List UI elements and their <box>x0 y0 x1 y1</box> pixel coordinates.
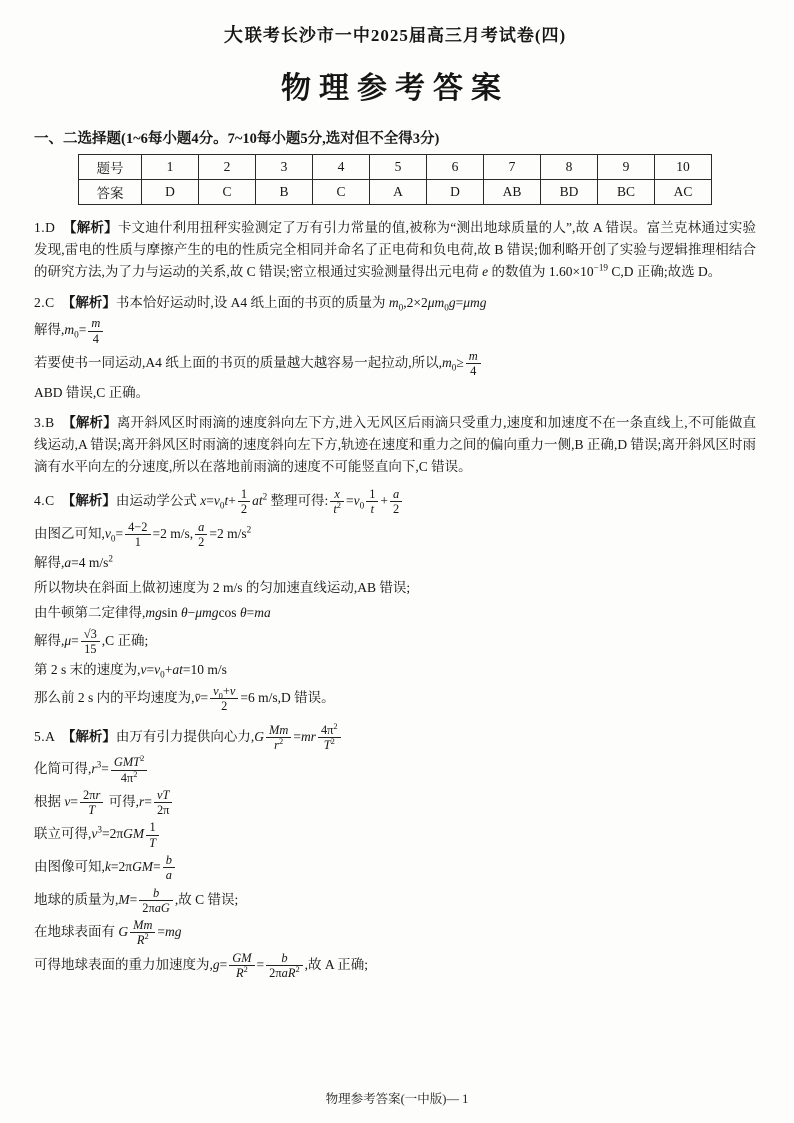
math-variable: t <box>370 502 375 517</box>
math-variable: G <box>254 728 265 744</box>
math-variable: G <box>118 923 129 939</box>
math-variable: R <box>235 965 244 980</box>
answer-cell: BD <box>541 180 598 205</box>
solution-line: 联立可得$,v^3=2\pi GM$ $\frac{1}{T}$ <box>34 820 756 850</box>
fraction: $\frac{a}{2}$ <box>390 487 402 517</box>
table-row <box>79 155 712 180</box>
solution-first-line: 2.C 【解析】书本恰好运动时,设 A4 纸上面的书页的质量为 $m_0,2\times 2\mu m_0g=\mu mg$ <box>34 294 487 313</box>
solution-first-line: 5.A 【解析】由万有引力提供向心力,G $\frac{Mm}{r^2}$ =mr $\frac{4\pi^2}{T^2}$ <box>34 723 756 753</box>
fraction: $\frac{√3}{15}$ <box>81 627 100 657</box>
math-variable: μmg <box>463 294 487 310</box>
fraction: $\frac{v_0+v}{2}$ <box>210 684 238 714</box>
math-variable: r <box>139 793 145 809</box>
subscript: 0 <box>398 302 404 313</box>
solution-line: 解得,a=4 $m/s^2$ <box>34 553 113 571</box>
subscript: 0 <box>359 500 365 511</box>
solution-line: 可得地球表面的重力加速度为,g= $\frac{GM}{R^2}$ = $\frac{b}{2\pi aR^2}$ ,故 A 正确; <box>34 950 369 980</box>
question-number-cell: 4 <box>313 155 370 180</box>
solution-first-line: 3.B 【解析】离开斜风区时雨滴的速度斜向左下方,进入无风区后雨滴只受重力,速度和加速度不在一条直线上,不可能做直线运动,A 错误;离开斜风区时雨滴的速度斜向左下方,轨迹在速度和重力之间的偏向重力一侧,B 正确,D 错误;离开斜风区时雨滴有水平向左的分速度,所以在落地前雨滴的速度不可能竖直向下,C 错误。 <box>34 415 757 475</box>
superscript: 2 <box>278 735 284 746</box>
math-variable: T <box>323 737 331 752</box>
fraction: $\frac{GMT^2}{4\pi^2}$ <box>111 755 147 785</box>
math-variable: b <box>152 885 160 900</box>
math-variable: μm <box>427 294 445 310</box>
solution-line: 解得$,m_0=$ $\frac{m}{4}$ <box>34 316 756 346</box>
fraction <box>330 487 344 517</box>
question-number-cell: 1 <box>142 155 199 180</box>
question-number-cell: 3 <box>256 155 313 180</box>
solution-line: 解得,μ= $\frac{√3}{15}$ ,C 正确; <box>34 626 149 656</box>
math-variable: g <box>212 956 220 972</box>
math-variable: ma <box>254 604 271 620</box>
math-variable: aG <box>154 900 170 915</box>
math-variable: R <box>136 933 145 948</box>
solution-line: 那么前 2 s 内的平均速度为,v̄= $\frac{v_0+v}{2}$ =6 m/s,D 错误。 <box>34 684 335 714</box>
fraction: $\frac{b}{2\pi aR^2}$ <box>266 951 302 981</box>
math-variable: GM <box>232 950 252 965</box>
subscript: 0 <box>160 669 165 680</box>
math-variable: GM <box>123 826 145 842</box>
solution-line: 第 2 s 末的速度为$,v=v_0+at=10$ m/s <box>34 662 227 680</box>
superscript: 2 <box>108 553 113 564</box>
answer-cell: A <box>370 180 427 205</box>
subscript: 0 <box>110 533 116 544</box>
subscript: 0 <box>219 500 225 511</box>
solution-line: 化简可得$,r^3=$ $\frac{GMT^2}{4\pi^2}$ <box>34 755 756 785</box>
fraction: $\frac{b}{\text{2πaG}}$ <box>139 886 173 916</box>
solution-item <box>34 487 756 714</box>
math-variable: θ <box>181 604 188 620</box>
question-number-label: 题号 <box>79 155 142 180</box>
fraction: $\frac{4\pi^2}{T^2}$ <box>318 723 341 753</box>
math-variable: v <box>353 492 360 508</box>
section-heading: 一、二选择题(1~6每小题4分。7~10每小题5分,选对但不全得3分) <box>34 131 440 147</box>
superscript: 2 <box>330 735 335 746</box>
fraction: $\frac{2\pi r}{T}$ <box>80 788 103 818</box>
math-variable: t <box>224 492 229 508</box>
fraction: $\frac{1}{2}$ <box>238 487 250 517</box>
fraction: $\frac{m}{4}$ <box>88 316 103 346</box>
fraction: $\frac{1}{T}$ <box>146 820 159 850</box>
math-variable: x <box>200 492 207 508</box>
analysis-tag: 【解析】 <box>68 415 117 431</box>
answer-cell: BC <box>598 180 655 205</box>
fraction: $\frac{vT}{2\pi}$ <box>154 788 172 818</box>
math-variable: a <box>165 868 172 883</box>
answer-cell: AC <box>655 180 712 205</box>
solution-label: 1.D <box>34 220 70 235</box>
solution-item <box>34 412 756 478</box>
math-variable: M <box>118 891 130 907</box>
math-variable: Mm <box>269 722 289 737</box>
solution-first-line: 1.D 【解析】卡文迪什利用扭秤实验测定了万有引力常量的值,被称为“测出地球质量的人”,故 A 错误。富兰克林通过实验发现,雷电的性质与摩擦产生的电的性质完全相同并命名了正电荷和负电荷,故 B 错误;伽利略开创了实验与逻辑推理相结合的研究方法,为了力与运动的关系,故 C 错误;密立根通过实验测量得出元电荷 e 的数值为 $1.60\times 10^{-19}$ C,D 正确;故选 D。 <box>34 220 756 279</box>
math-variable: r <box>95 787 101 802</box>
math-variable: v <box>91 826 98 842</box>
math-variable: aR <box>281 965 296 980</box>
answer-cell: D <box>142 180 199 205</box>
solution-line: 地球的质量为,M= $\frac{b}{\text{2πaG}}$ ,故 C 错误; <box>34 885 239 915</box>
solution-line: 所以物块在斜面上做初速度为 2 m/s 的匀加速直线运动,AB 错误; <box>34 579 411 595</box>
answer-table-body <box>79 155 712 205</box>
math-variable: x <box>334 487 340 501</box>
math-variable: at <box>252 492 263 508</box>
solution-line: 由图像可知,k=2πGM= $\frac{b}{a}$ <box>34 853 756 883</box>
math-variable: a <box>64 555 72 571</box>
math-variable: mr <box>300 728 316 744</box>
math-variable: θ <box>239 604 247 620</box>
solution-item <box>34 720 756 981</box>
solution-line: 由牛顿第二定律得,mgsin θ−μmgcos θ=ma <box>34 604 271 620</box>
math-variable: a <box>393 487 400 501</box>
math-variable: m <box>64 322 75 338</box>
solution-line: ABD 错误,C 正确。 <box>34 384 150 400</box>
analysis-tag: 【解析】 <box>68 294 116 310</box>
math-variable: T <box>88 803 96 818</box>
logo-fragment: 大 <box>223 25 244 46</box>
math-variable: vT <box>156 787 170 802</box>
math-variable: m <box>388 294 399 310</box>
superscript: 2 <box>262 491 268 502</box>
math-variable: b <box>165 852 172 867</box>
analysis-tag: 【解析】 <box>69 220 118 235</box>
superscript: 3 <box>97 824 102 835</box>
math-variable: v <box>154 662 161 678</box>
superscript: 2 <box>246 523 252 534</box>
math-variable: T <box>149 835 157 850</box>
solutions <box>34 217 756 980</box>
question-number-cell: 9 <box>598 155 655 180</box>
math-variable: at <box>172 662 183 678</box>
solution-label: 2.C <box>34 294 69 310</box>
answer-cell: AB <box>484 180 541 205</box>
superscript: 2 <box>243 963 248 974</box>
solution-first-line: 4.C 【解析】由运动学公式 $x=v_0t+$ $\frac{1}{2}$ $at^2$ 整理可得: $\frac{x}{t^2}$ $=v_0$ $\frac{1}{t}$ + $\frac{a}{2}$ <box>34 487 756 517</box>
fraction: $\frac{m}{4}$ <box>466 349 481 379</box>
question-number-cell: 7 <box>484 155 541 180</box>
math-variable: r <box>274 737 279 752</box>
superscript: 2 <box>295 963 300 974</box>
exam-header-title: 联考长沙市一中2025届高三月考试卷(四) <box>244 26 567 45</box>
question-number-cell: 6 <box>427 155 484 180</box>
question-number-cell: 5 <box>370 155 427 180</box>
answer-table <box>78 154 712 205</box>
math-variable: v <box>140 662 147 678</box>
solution-item <box>34 292 756 404</box>
page-footer: 物理参考答案(一中版)— 1 <box>325 1092 469 1106</box>
math-variable: t <box>333 502 337 517</box>
solution-item <box>34 217 756 283</box>
analysis-tag: 【解析】 <box>68 492 116 508</box>
superscript: 2 <box>140 753 145 764</box>
math-variable: v <box>213 492 220 508</box>
fraction <box>130 918 155 948</box>
math-variable: a <box>198 519 205 534</box>
math-variable: v̄ <box>194 690 201 705</box>
math-variable: v <box>104 525 111 541</box>
fraction: $\frac{1}{t}$ <box>366 487 378 517</box>
math-variable: GMT <box>113 755 141 770</box>
math-variable: g <box>448 294 456 310</box>
answer-cell: D <box>427 180 484 205</box>
solution-label: 3.B <box>34 415 69 431</box>
math-variable: v <box>64 793 71 809</box>
math-variable: m <box>91 316 101 331</box>
solution-line: 由图乙可知$,v_0=$ $\frac{4-2}{1}$ =2 m/s, $\frac{a}{2}$ =2 $m/s^2$ <box>34 519 252 549</box>
math-variable: m <box>468 349 478 363</box>
subscript: 0 <box>451 362 457 373</box>
answer-label: 答案 <box>79 180 142 205</box>
subscript: 0 <box>218 690 223 701</box>
superscript: 2 <box>336 500 341 511</box>
math-variable: r <box>91 761 97 777</box>
question-number-cell: 2 <box>199 155 256 180</box>
answer-cell: B <box>256 180 313 205</box>
solution-line: 在地球表面有 G $\frac{Mm}{R^2}$ =mg <box>34 918 182 948</box>
math-variable: b <box>281 950 288 965</box>
answer-cell: C <box>199 180 256 205</box>
question-number-cell: 10 <box>655 155 712 180</box>
question-number-cell: 8 <box>541 155 598 180</box>
math-variable: μ <box>64 632 72 648</box>
fraction <box>229 951 254 981</box>
superscript: 2 <box>333 720 338 731</box>
fraction <box>266 723 291 753</box>
math-variable: Mm <box>133 918 153 933</box>
superscript: −19 <box>593 262 608 273</box>
math-variable: mg <box>145 604 162 620</box>
subscript: 0 <box>444 302 449 313</box>
math-variable: μmg <box>195 604 219 620</box>
table-row <box>79 180 712 205</box>
fraction <box>163 853 175 883</box>
solution-line: 若要使书一同运动,A4 纸上面的书页的质量越大越容易一起拉动,所以$,m_0\ge$ $\frac{m}{4}$ <box>34 349 756 379</box>
answer-cell: C <box>313 180 370 205</box>
math-variable: v <box>213 684 219 699</box>
superscript: 2 <box>133 768 138 779</box>
math-variable: k <box>104 858 111 874</box>
superscript: 2 <box>144 931 149 942</box>
analysis-tag: 【解析】 <box>68 728 116 744</box>
superscript: 3 <box>96 759 102 770</box>
math-variable: m <box>442 354 452 370</box>
solution-line: 根据 v= $\frac{2\pi r}{T}$ 可得,r= $\frac{vT}{2\pi}$ <box>34 788 756 818</box>
page-title: 物理参考答案 <box>281 72 509 105</box>
solution-label: 4.C <box>34 492 69 508</box>
solution-label: 5.A <box>34 728 69 744</box>
fraction: $\frac{a}{2}$ <box>195 520 207 550</box>
math-variable: mg <box>165 923 182 939</box>
math-variable: GM <box>132 858 154 874</box>
exam-header <box>34 20 756 47</box>
math-variable: e <box>482 263 489 279</box>
math-variable: v <box>229 684 236 699</box>
subscript: 0 <box>74 330 79 340</box>
fraction: $\frac{4-2}{1}$ <box>125 520 150 550</box>
